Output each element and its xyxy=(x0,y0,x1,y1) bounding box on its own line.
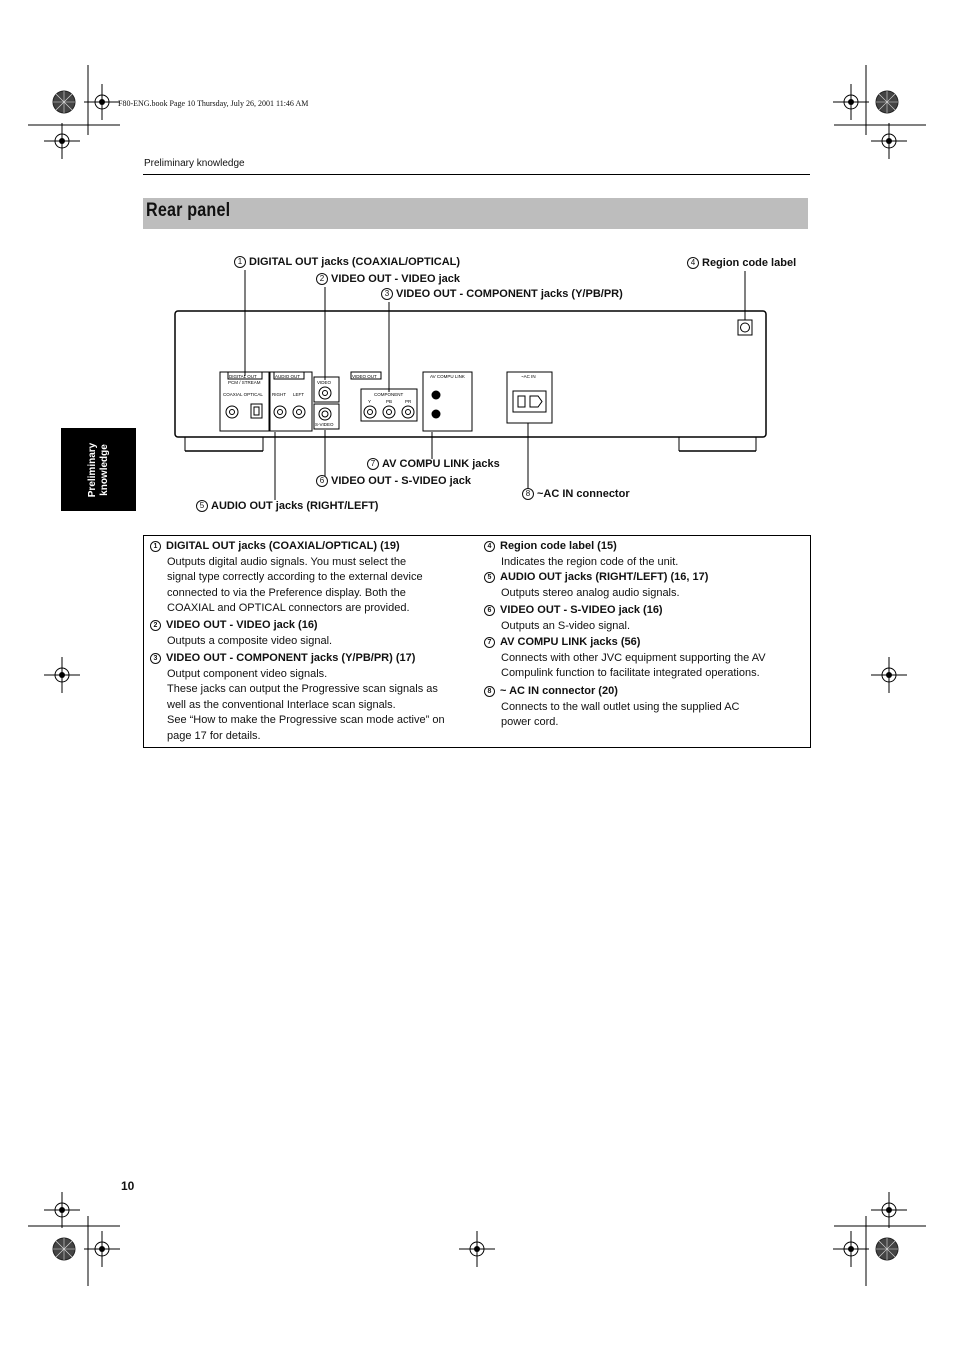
page-title: Rear panel xyxy=(146,200,231,221)
callout-number: 7 xyxy=(367,458,379,470)
callout-number: 5 xyxy=(196,500,208,512)
item-heading: AUDIO OUT jacks (RIGHT/LEFT) (16, 17) xyxy=(500,571,709,583)
item-body-line: Outputs digital audio signals. You must select the xyxy=(167,555,407,568)
callout-text: VIDEO OUT - VIDEO jack xyxy=(331,273,460,285)
callout-1 xyxy=(234,256,460,268)
item-body-line: connected to via the Preference display. Both the xyxy=(167,586,406,599)
callout-text: VIDEO OUT - S-VIDEO jack xyxy=(331,475,471,487)
description-item-1 xyxy=(150,539,480,617)
panel-label-audio-out: AUDIO OUT xyxy=(275,374,301,379)
item-body-line: signal type correctly according to the external device xyxy=(167,571,423,583)
callout-text: VIDEO OUT - COMPONENT jacks (Y/PB/PR) xyxy=(396,288,623,300)
item-heading: Region code label (15) xyxy=(500,540,617,552)
callout-text: AV COMPU LINK jacks xyxy=(382,458,500,470)
item-body-line: Outputs a composite video signal. xyxy=(167,634,333,647)
description-item-6 xyxy=(484,603,804,634)
callout-6 xyxy=(316,475,471,487)
callout-text: AUDIO OUT jacks (RIGHT/LEFT) xyxy=(211,500,379,512)
description-item-3 xyxy=(150,651,480,744)
item-body-line: Indicates the region code of the unit. xyxy=(501,555,679,568)
item-heading: AV COMPU LINK jacks (56) xyxy=(500,636,641,648)
callout-text: Region code label xyxy=(702,257,797,269)
callout-number: 8 xyxy=(522,488,534,500)
side-tab-line-2: knowledge xyxy=(98,443,110,496)
item-heading: VIDEO OUT - COMPONENT jacks (Y/PB/PR) (17) xyxy=(166,652,416,664)
callout-7 xyxy=(367,458,500,470)
description-item-8 xyxy=(484,684,804,731)
section-label: Preliminary knowledge xyxy=(144,158,245,169)
item-heading: ~ AC IN connector (20) xyxy=(500,685,618,697)
callout-2 xyxy=(316,273,460,285)
panel-label-pb: PB xyxy=(386,399,393,404)
callout-text: ~AC IN connector xyxy=(537,488,630,500)
item-number: 1 xyxy=(150,541,161,552)
print-info: F80-ENG.book Page 10 Thursday, July 26, 2001 11:46 AM xyxy=(118,99,309,108)
item-body-line: well as the conventional Interlace scan signals. xyxy=(167,698,396,711)
description-item-2 xyxy=(150,618,480,649)
callout-number: 2 xyxy=(316,273,328,285)
panel-label-y: Y xyxy=(368,399,372,404)
panel-label-av-compu-link: AV COMPU LINK xyxy=(430,374,465,379)
item-heading: VIDEO OUT - VIDEO jack (16) xyxy=(166,619,318,631)
callout-4 xyxy=(687,257,796,269)
item-number: 7 xyxy=(484,637,495,648)
item-number: 6 xyxy=(484,605,495,616)
callout-number: 6 xyxy=(316,475,328,487)
item-body-line: COAXIAL and OPTICAL connectors are provided. xyxy=(167,602,410,614)
item-body-line: Outputs an S-video signal. xyxy=(501,619,631,632)
callout-text: DIGITAL OUT jacks (COAXIAL/OPTICAL) xyxy=(249,256,461,268)
description-item-5 xyxy=(484,570,804,601)
panel-label-s-video: S-VIDEO xyxy=(315,422,334,427)
rear-panel-diagram xyxy=(0,0,954,560)
item-number: 3 xyxy=(150,653,161,664)
item-number: 4 xyxy=(484,541,495,552)
callout-8 xyxy=(522,488,630,500)
page-number: 10 xyxy=(121,1179,135,1193)
item-number: 5 xyxy=(484,572,495,583)
callout-number: 4 xyxy=(687,257,699,269)
panel-label-pcm-stream: PCM / STREAM xyxy=(228,380,261,385)
callout-number: 3 xyxy=(381,288,393,300)
panel-label-pr: PR xyxy=(405,399,412,404)
panel-label-left: LEFT xyxy=(293,392,305,397)
callout-5 xyxy=(196,500,378,512)
description-item-7 xyxy=(484,635,804,682)
item-body-line: page 17 for details. xyxy=(167,729,261,742)
panel-label-video-out: VIDEO OUT xyxy=(352,374,377,379)
item-body-line: Connects to the wall outlet using the supplied AC xyxy=(501,700,740,713)
item-body-line: These jacks can output the Progressive scan signals as xyxy=(167,683,438,695)
description-item-4 xyxy=(484,539,804,570)
panel-label-component: COMPONENT xyxy=(374,392,404,397)
item-heading: VIDEO OUT - S-VIDEO jack (16) xyxy=(500,604,663,616)
item-body-line: power cord. xyxy=(501,716,559,728)
item-body-line: Outputs stereo analog audio signals. xyxy=(501,586,680,599)
item-body-line: Compulink function to facilitate integrated operations. xyxy=(501,667,760,679)
item-heading: DIGITAL OUT jacks (COAXIAL/OPTICAL) (19) xyxy=(166,540,400,552)
panel-label-video: VIDEO xyxy=(317,380,332,385)
panel-label-ac-in: ~AC IN xyxy=(521,374,536,379)
callout-number: 1 xyxy=(234,256,246,268)
panel-label-digital-out: DIGITAL OUT xyxy=(229,374,257,379)
callout-3 xyxy=(381,288,623,300)
item-body-line: Output component video signals. xyxy=(167,667,328,680)
item-body-line: See “How to make the Progressive scan mode active” on xyxy=(167,714,445,726)
panel-label-coaxial-optical: COAXIAL OPTICAL xyxy=(223,392,263,397)
item-number: 8 xyxy=(484,686,495,697)
side-tab-line-1: Preliminary xyxy=(86,442,98,497)
panel-label-right: RIGHT xyxy=(272,392,286,397)
item-body-line: Connects with other JVC equipment supporting the AV xyxy=(501,651,766,664)
item-number: 2 xyxy=(150,620,161,631)
